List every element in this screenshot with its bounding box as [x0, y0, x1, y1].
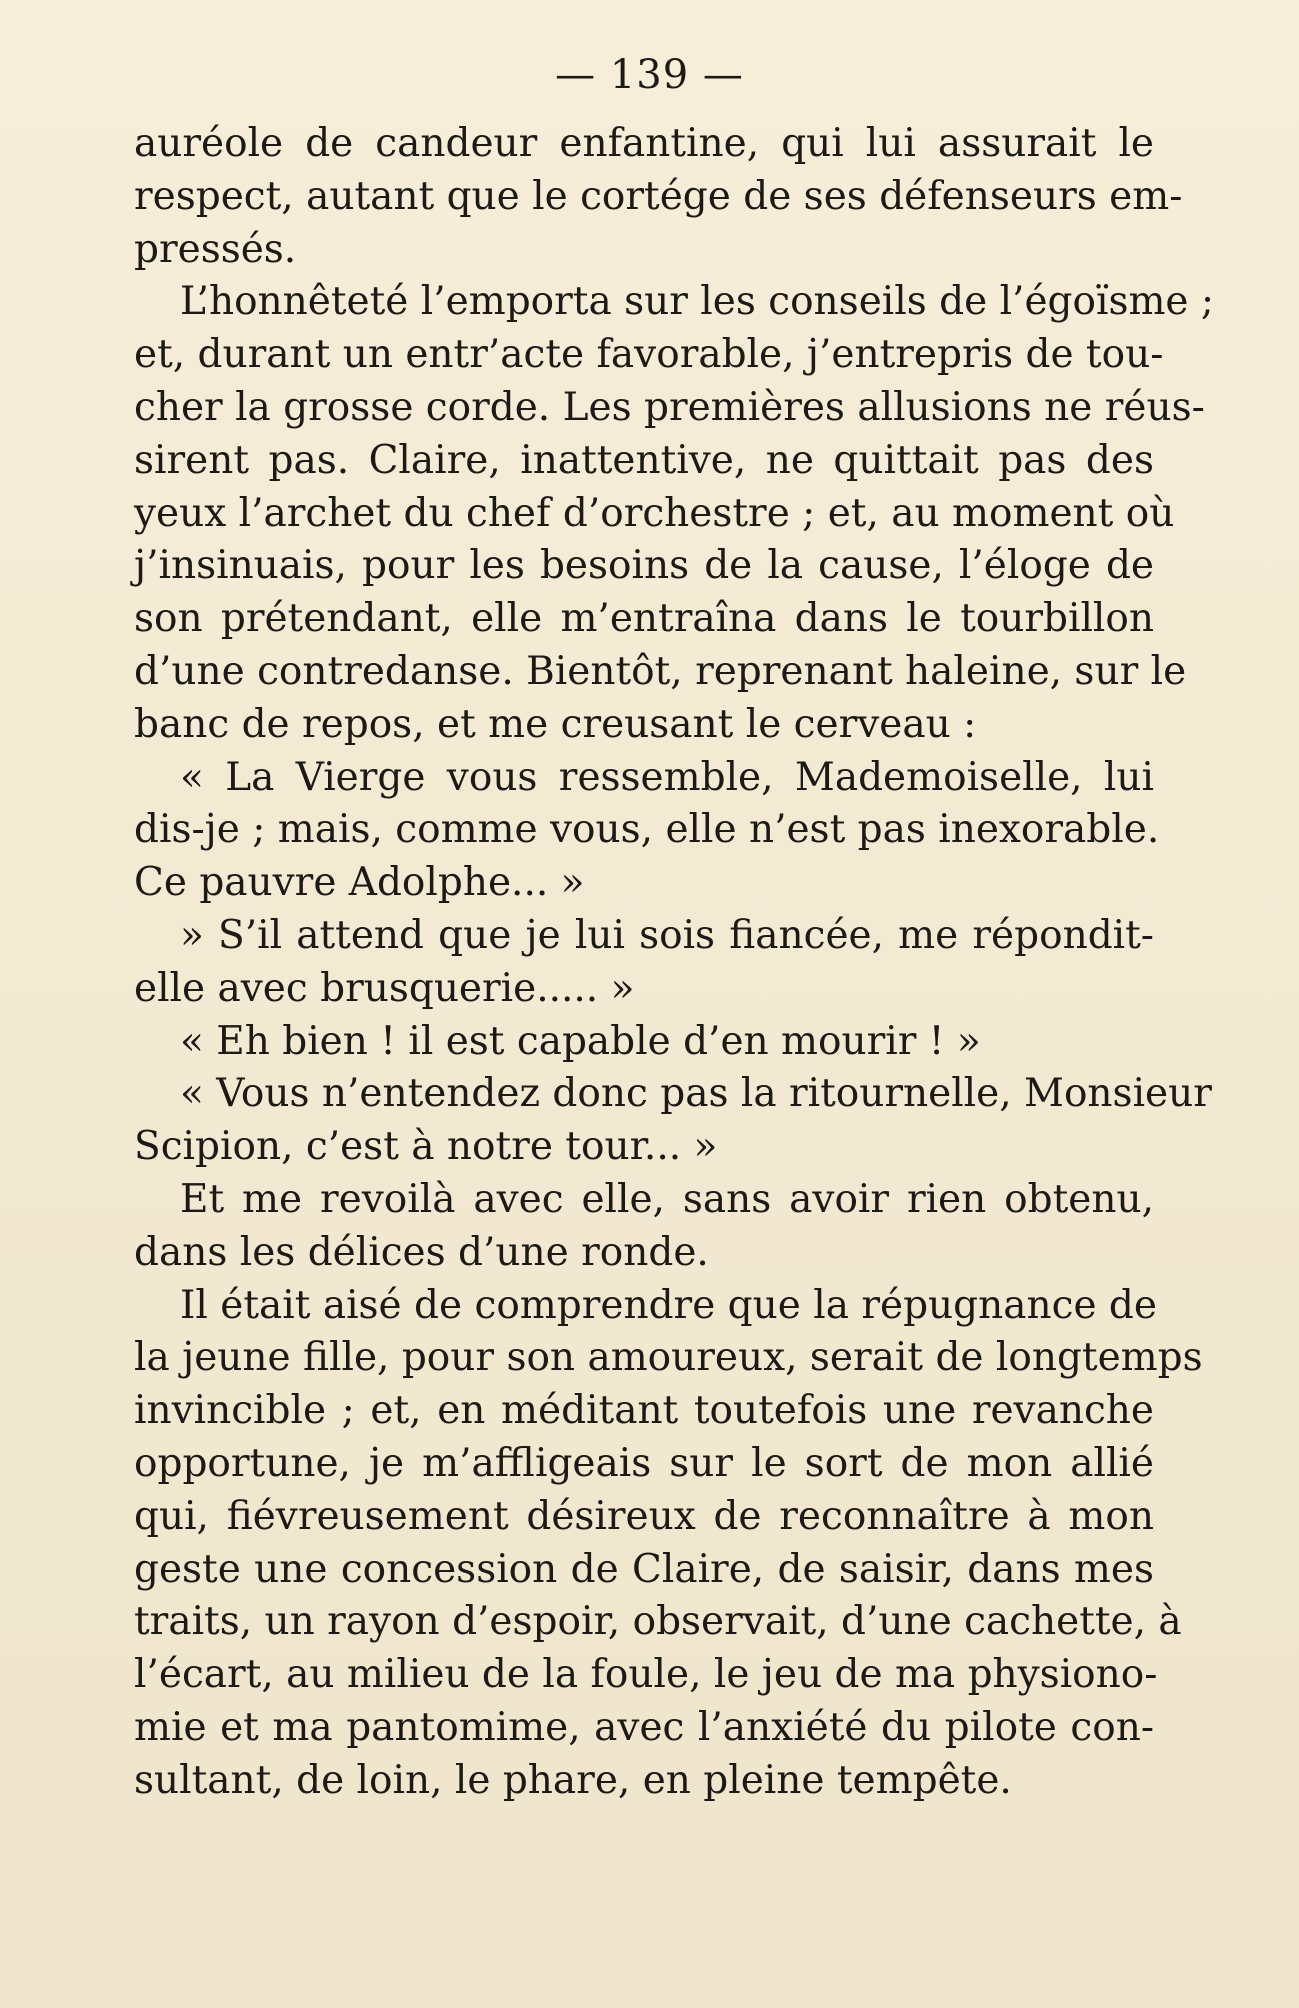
- text-line: « Eh bien ! il est capable d’en mourir ! »: [180, 1018, 981, 1064]
- body-text: [134, 118, 1215, 1808]
- text-line: dis-je ; mais, comme vous, elle n’est pas inexorable.: [134, 807, 1160, 853]
- text-line: opportune, je m’affligeais sur le sort de mon allié: [134, 1440, 1154, 1486]
- text-line: geste une concession de Claire, de saisir, dans mes: [134, 1546, 1154, 1592]
- text-line: « Vous n’entendez donc pas la ritournelle, Monsieur: [180, 1071, 1212, 1117]
- text-line: dans les délices d’une ronde.: [134, 1229, 709, 1275]
- text-line: Ce pauvre Adolphe... »: [134, 860, 585, 906]
- text-line: la jeune fille, pour son amoureux, serait de longtemps: [134, 1335, 1203, 1381]
- text-line: yeux l’archet du chef d’orchestre ; et, au moment où: [134, 490, 1175, 536]
- text-line: l’écart, au milieu de la foule, le jeu de ma physiono-: [134, 1652, 1158, 1698]
- text-line: invincible ; et, en méditant toutefois une revanche: [134, 1388, 1154, 1434]
- text-line: mie et ma pantomime, avec l’anxiété du pilote con-: [134, 1704, 1154, 1750]
- text-line: sultant, de loin, le phare, en pleine tempête.: [134, 1757, 1012, 1803]
- text-line: auréole de candeur enfantine, qui lui assurait le: [134, 121, 1154, 166]
- text-line: sirent pas. Claire, inattentive, ne quittait pas des: [134, 437, 1154, 483]
- text-line: cher la grosse corde. Les premières allusions ne réus-: [134, 384, 1205, 430]
- text-line: » S’il attend que je lui sois fiancée, me répondit-: [180, 912, 1154, 958]
- text-line: traits, un rayon d’espoir, observait, d’une cachette, à: [134, 1599, 1182, 1645]
- text-line: Il était aisé de comprendre que la répugnance de: [180, 1282, 1157, 1328]
- text-line: Scipion, c’est à notre tour... »: [134, 1124, 718, 1170]
- text-line: qui, fiévreusement désireux de reconnaître à mon: [134, 1493, 1154, 1539]
- text-line: et, durant un entr’acte favorable, j’entrepris de tou-: [134, 332, 1164, 378]
- text-line: respect, autant que le cortége de ses défenseurs em-: [134, 173, 1183, 219]
- text-line: « La Vierge vous ressemble, Mademoiselle, lui: [180, 754, 1154, 800]
- text-line: son prétendant, elle m’entraîna dans le tourbillon: [134, 596, 1154, 642]
- text-line: banc de repos, et me creusant le cerveau :: [134, 701, 977, 747]
- text-line: pressés.: [134, 226, 297, 272]
- text-line: elle avec brusquerie..... »: [134, 965, 635, 1011]
- text-line: L’honnêteté l’emporta sur les conseils de l’égoïsme ;: [180, 279, 1215, 325]
- text-line: j’insinuais, pour les besoins de la cause, l’éloge de: [134, 543, 1154, 589]
- text-line: d’une contredanse. Bientôt, reprenant haleine, sur le: [134, 648, 1187, 694]
- text-line: Et me revoilà avec elle, sans avoir rien obtenu,: [180, 1176, 1154, 1222]
- page-number: — 139 —: [555, 52, 744, 98]
